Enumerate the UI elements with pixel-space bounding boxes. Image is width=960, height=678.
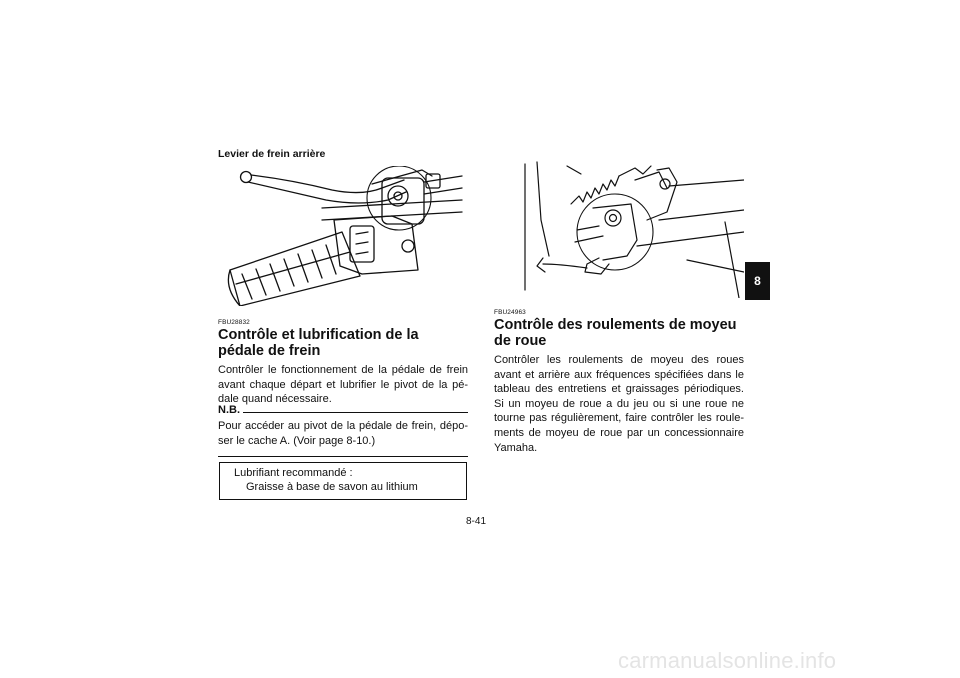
lubricant-label: Lubrifiant recommandé : — [234, 467, 353, 479]
watermark: carmanualsonline.info — [618, 648, 837, 673]
section-brake-pedal — [218, 319, 468, 407]
note-label: N.B. — [218, 404, 240, 416]
section-code: FBU24963 — [494, 309, 526, 316]
section-wheel-hub-bearings — [494, 309, 744, 455]
chapter-tab: 8 — [745, 262, 770, 300]
brake-lever-illustration-icon — [222, 166, 468, 306]
section-title: Contrôle des roulements de moyeu de roue — [494, 317, 737, 349]
note-text: Pour accéder au pivot de la pédale de frein, dépo-ser le cache A. (Voir page 8-10.) — [218, 420, 468, 447]
note-bottom-rule — [218, 456, 468, 457]
note-header — [218, 404, 468, 416]
page-number: 8-41 — [466, 516, 487, 527]
brake-pedal-illustration-icon — [519, 160, 744, 298]
lubricant-value: Graisse à base de savon au lithium — [246, 481, 418, 493]
lubricant-box — [219, 462, 467, 500]
note-divider — [243, 412, 468, 413]
section-body: Contrôler le fonctionnement de la pédale de frein avant chaque départ et lubrifier le pivot de la pé-dale quand nécessaire. — [218, 364, 468, 406]
figure-caption: Levier de frein arrière — [218, 148, 326, 160]
section-body: Contrôler les roulements de moyeu des roues avant et arrière aux fréquences spécifiées dans le tableau des entretiens et graissages périodiques. Si un moyeu de roue a du jeu ou si une roue ne tourne pas régulièrement, faire contrôler les roule-ments de moyeu de roue par un concessionnaire Yamaha. — [494, 354, 744, 454]
section-title: Contrôle et lubrification de la pédale de frein — [218, 327, 419, 359]
section-code: FBU28832 — [218, 319, 250, 326]
